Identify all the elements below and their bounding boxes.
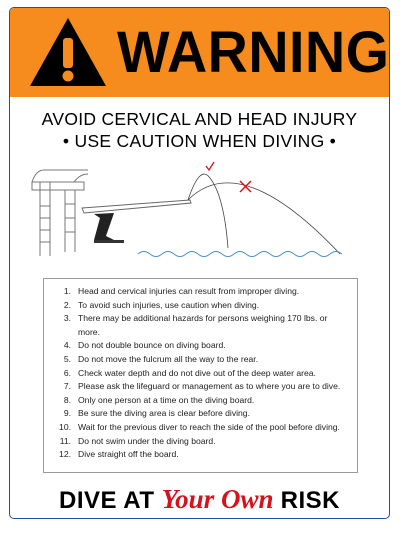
rules-list	[44, 279, 357, 462]
rules-box	[43, 278, 358, 473]
warning-sign	[9, 7, 390, 519]
footer-part-1: DIVE AT	[59, 487, 162, 514]
footer-slogan	[10, 484, 389, 515]
list-item: 12. Dive straight off the board.	[59, 449, 179, 460]
diving-diagram	[10, 156, 389, 268]
incorrect-dive-path	[188, 183, 340, 254]
exclamation-triangle-icon	[28, 16, 108, 88]
list-item: 11. Do not swim under the diving board.	[59, 435, 216, 446]
correct-dive-path	[188, 174, 228, 248]
warning-header	[10, 8, 389, 97]
list-item: 7. Please ask the lifeguard or management as to where you are to dive.	[63, 381, 341, 392]
footer-part-3: RISK	[273, 487, 340, 514]
list-item: 10. Wait for the previous diver to reach the side of the pool before diving.	[59, 421, 340, 432]
list-item: 9. Be sure the diving area is clear before diving.	[63, 408, 250, 419]
list-item: 5. Do not move the fulcrum all the way to the rear.	[63, 353, 259, 364]
warning-title: WARNING	[117, 20, 390, 85]
diving-board-illustration	[82, 200, 191, 243]
list-item: 8. Only one person at a time on the diving board.	[63, 394, 255, 405]
water-waves	[138, 252, 342, 257]
footer-emphasis: Your Own	[161, 484, 274, 514]
list-item: 4. Do not double bounce on diving board.	[63, 340, 226, 351]
check-mark-icon	[206, 162, 214, 170]
headline-caution: • USE CAUTION WHEN DIVING •	[62, 131, 337, 151]
headline-injury: AVOID CERVICAL AND HEAD INJURY	[41, 109, 358, 129]
list-item: 6. Check water depth and do not dive out of the deep water area.	[63, 367, 316, 378]
list-item: 1. Head and cervical injuries can result from improper diving.	[63, 286, 300, 296]
list-item: 3. There may be additional hazards for persons weighing 170 lbs. or more.	[63, 313, 328, 337]
diving-platform-illustration	[32, 170, 88, 256]
list-item: 2. To avoid such injuries, use caution when diving.	[63, 299, 260, 310]
